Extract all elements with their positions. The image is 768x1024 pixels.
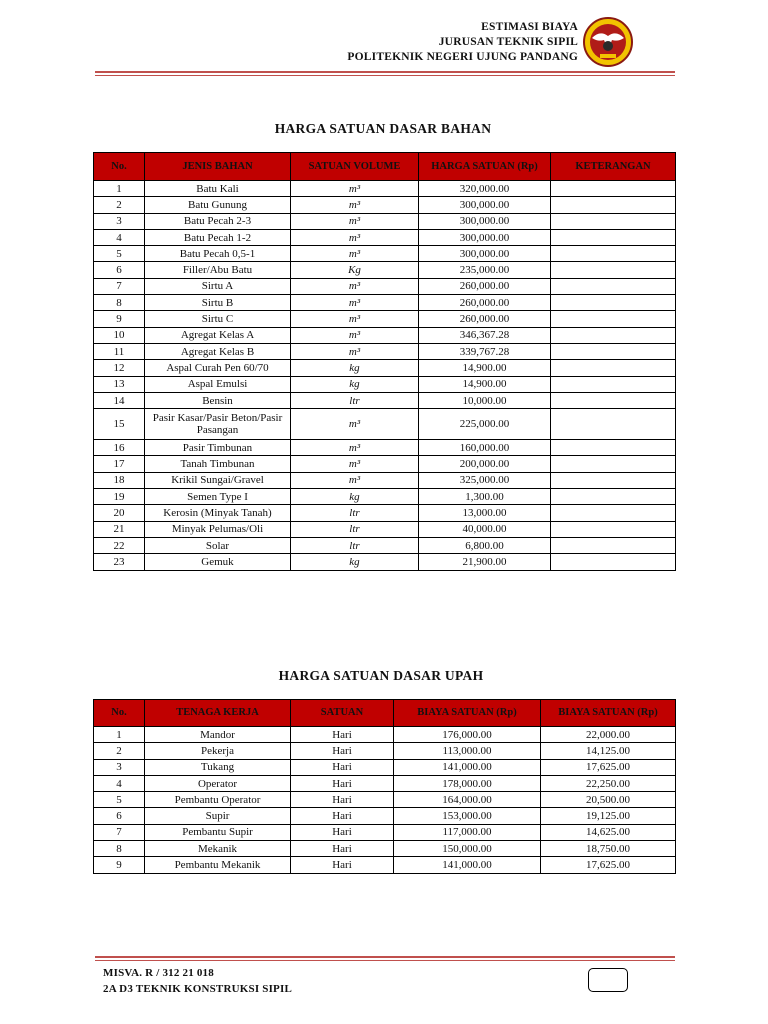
bahan-row xyxy=(94,521,676,537)
bahan-row xyxy=(94,456,676,472)
bahan-cell: Batu Pecah 0,5-1 xyxy=(145,246,291,262)
bahan-cell: 160,000.00 xyxy=(419,440,551,456)
upah-cell: 5 xyxy=(94,792,145,808)
bahan-cell: kg xyxy=(291,376,419,392)
bahan-cell: Batu Gunung xyxy=(145,197,291,213)
bahan-cell: Krikil Sungai/Gravel xyxy=(145,472,291,488)
upah-cell: 18,750.00 xyxy=(541,841,676,857)
bahan-price-table xyxy=(93,152,676,571)
bahan-cell xyxy=(551,472,676,488)
header-line-2: JURUSAN TEKNIK SIPIL xyxy=(438,36,578,48)
bahan-cell: 339,767.28 xyxy=(419,343,551,359)
bahan-cell: 13,000.00 xyxy=(419,505,551,521)
bahan-cell: 3 xyxy=(94,213,145,229)
upah-cell: 19,125.00 xyxy=(541,808,676,824)
bahan-cell: ltr xyxy=(291,537,419,553)
bahan-cell: 260,000.00 xyxy=(419,311,551,327)
document-header xyxy=(347,20,578,65)
bahan-cell: m³ xyxy=(291,409,419,440)
header-rule-thin xyxy=(95,75,675,76)
upah-cell: 9 xyxy=(94,857,145,873)
bahan-cell: 23 xyxy=(94,554,145,570)
upah-cell: 164,000.00 xyxy=(394,792,541,808)
upah-row xyxy=(94,727,676,743)
bahan-cell: 8 xyxy=(94,295,145,311)
upah-row xyxy=(94,841,676,857)
bahan-cell: Solar xyxy=(145,537,291,553)
bahan-col-keterangan: KETERANGAN xyxy=(551,153,676,181)
bahan-cell: m³ xyxy=(291,440,419,456)
bahan-cell: kg xyxy=(291,489,419,505)
bahan-cell xyxy=(551,181,676,197)
bahan-cell: kg xyxy=(291,360,419,376)
bahan-cell: 2 xyxy=(94,197,145,213)
upah-cell: Pembantu Mekanik xyxy=(145,857,291,873)
bahan-cell: Pasir Timbunan xyxy=(145,440,291,456)
bahan-row xyxy=(94,197,676,213)
bahan-cell xyxy=(551,440,676,456)
bahan-cell: ltr xyxy=(291,505,419,521)
bahan-cell: Sirtu A xyxy=(145,278,291,294)
upah-cell: 22,250.00 xyxy=(541,775,676,791)
upah-cell: 1 xyxy=(94,727,145,743)
upah-cell: Supir xyxy=(145,808,291,824)
bahan-cell: 1,300.00 xyxy=(419,489,551,505)
bahan-cell: m³ xyxy=(291,456,419,472)
upah-cell: Operator xyxy=(145,775,291,791)
bahan-cell: Kerosin (Minyak Tanah) xyxy=(145,505,291,521)
document-footer xyxy=(103,965,292,997)
bahan-cell: 200,000.00 xyxy=(419,456,551,472)
bahan-cell xyxy=(551,262,676,278)
upah-price-table xyxy=(93,699,676,874)
footer-rule xyxy=(95,956,675,958)
bahan-cell: 7 xyxy=(94,278,145,294)
bahan-row xyxy=(94,392,676,408)
bahan-cell xyxy=(551,521,676,537)
bahan-cell: 235,000.00 xyxy=(419,262,551,278)
upah-cell: 14,125.00 xyxy=(541,743,676,759)
bahan-cell: 13 xyxy=(94,376,145,392)
bahan-col-harga: HARGA SATUAN (Rp) xyxy=(419,153,551,181)
bahan-cell: ltr xyxy=(291,392,419,408)
bahan-cell: 14,900.00 xyxy=(419,360,551,376)
bahan-cell xyxy=(551,229,676,245)
bahan-cell: 225,000.00 xyxy=(419,409,551,440)
bahan-cell: 20 xyxy=(94,505,145,521)
bahan-cell xyxy=(551,456,676,472)
upah-cell: 17,625.00 xyxy=(541,759,676,775)
bahan-cell: 6 xyxy=(94,262,145,278)
bahan-cell: m³ xyxy=(291,229,419,245)
bahan-cell: Pasir Kasar/Pasir Beton/Pasir Pasangan xyxy=(145,409,291,440)
bahan-cell: 22 xyxy=(94,537,145,553)
bahan-cell: ltr xyxy=(291,521,419,537)
upah-cell: Hari xyxy=(291,824,394,840)
upah-row xyxy=(94,792,676,808)
header-line-3: POLITEKNIK NEGERI UJUNG PANDANG xyxy=(347,51,578,63)
upah-cell: Hari xyxy=(291,841,394,857)
footer-class: 2A D3 TEKNIK KONSTRUKSI SIPIL xyxy=(103,983,292,995)
bahan-cell: m³ xyxy=(291,472,419,488)
bahan-col-satuan: SATUAN VOLUME xyxy=(291,153,419,181)
upah-cell: 141,000.00 xyxy=(394,759,541,775)
bahan-row xyxy=(94,409,676,440)
bahan-cell: Gemuk xyxy=(145,554,291,570)
upah-col-no: No. xyxy=(94,700,145,727)
upah-col-satuan: SATUAN xyxy=(291,700,394,727)
bahan-cell: 14 xyxy=(94,392,145,408)
bahan-cell: m³ xyxy=(291,246,419,262)
bahan-row xyxy=(94,537,676,553)
bahan-col-no: No. xyxy=(94,153,145,181)
bahan-cell: m³ xyxy=(291,295,419,311)
bahan-cell: 300,000.00 xyxy=(419,246,551,262)
bahan-cell xyxy=(551,278,676,294)
bahan-cell xyxy=(551,213,676,229)
bahan-cell: 40,000.00 xyxy=(419,521,551,537)
upah-cell: Pekerja xyxy=(145,743,291,759)
upah-row xyxy=(94,824,676,840)
bahan-cell xyxy=(551,376,676,392)
bahan-cell xyxy=(551,197,676,213)
bahan-cell: 6,800.00 xyxy=(419,537,551,553)
bahan-row xyxy=(94,181,676,197)
bahan-cell: 346,367.28 xyxy=(419,327,551,343)
bahan-cell: Kg xyxy=(291,262,419,278)
bahan-cell: Sirtu C xyxy=(145,311,291,327)
bahan-cell: Aspal Emulsi xyxy=(145,376,291,392)
bahan-header-row xyxy=(94,153,676,181)
upah-cell: Pembantu Operator xyxy=(145,792,291,808)
bahan-cell: 1 xyxy=(94,181,145,197)
upah-row xyxy=(94,759,676,775)
bahan-cell: Filler/Abu Batu xyxy=(145,262,291,278)
bahan-cell: 11 xyxy=(94,343,145,359)
bahan-cell: m³ xyxy=(291,197,419,213)
bahan-cell: Agregat Kelas A xyxy=(145,327,291,343)
upah-row xyxy=(94,775,676,791)
upah-cell: 20,500.00 xyxy=(541,792,676,808)
bahan-cell: Semen Type I xyxy=(145,489,291,505)
bahan-cell xyxy=(551,295,676,311)
upah-cell: 7 xyxy=(94,824,145,840)
bahan-cell: 260,000.00 xyxy=(419,278,551,294)
upah-cell: Hari xyxy=(291,727,394,743)
upah-cell: Hari xyxy=(291,792,394,808)
upah-cell: 14,625.00 xyxy=(541,824,676,840)
upah-cell: 178,000.00 xyxy=(394,775,541,791)
upah-table-title: HARGA SATUAN DASAR UPAH xyxy=(278,668,484,683)
upah-cell: Tukang xyxy=(145,759,291,775)
upah-cell: Hari xyxy=(291,759,394,775)
bahan-cell: Batu Kali xyxy=(145,181,291,197)
bahan-cell: m³ xyxy=(291,327,419,343)
upah-cell: 8 xyxy=(94,841,145,857)
bahan-cell: Tanah Timbunan xyxy=(145,456,291,472)
bahan-cell: Sirtu B xyxy=(145,295,291,311)
bahan-cell: 18 xyxy=(94,472,145,488)
upah-cell: 22,000.00 xyxy=(541,727,676,743)
bahan-cell: Minyak Pelumas/Oli xyxy=(145,521,291,537)
upah-cell: Hari xyxy=(291,808,394,824)
bahan-row xyxy=(94,472,676,488)
upah-cell: 2 xyxy=(94,743,145,759)
upah-cell: Mekanik xyxy=(145,841,291,857)
bahan-cell xyxy=(551,489,676,505)
bahan-cell: 9 xyxy=(94,311,145,327)
upah-cell: Hari xyxy=(291,857,394,873)
header-rule xyxy=(95,71,675,73)
bahan-cell xyxy=(551,409,676,440)
bahan-cell: m³ xyxy=(291,278,419,294)
bahan-cell: Agregat Kelas B xyxy=(145,343,291,359)
bahan-row xyxy=(94,376,676,392)
bahan-cell xyxy=(551,360,676,376)
bahan-cell: Bensin xyxy=(145,392,291,408)
upah-cell: 117,000.00 xyxy=(394,824,541,840)
page-number-box xyxy=(588,968,628,992)
bahan-cell: Batu Pecah 1-2 xyxy=(145,229,291,245)
bahan-cell: 260,000.00 xyxy=(419,295,551,311)
bahan-cell: 300,000.00 xyxy=(419,197,551,213)
bahan-row xyxy=(94,327,676,343)
bahan-cell xyxy=(551,311,676,327)
upah-cell: 113,000.00 xyxy=(394,743,541,759)
bahan-cell xyxy=(551,392,676,408)
upah-header-row xyxy=(94,700,676,727)
bahan-col-jenis: JENIS BAHAN xyxy=(145,153,291,181)
bahan-row xyxy=(94,213,676,229)
upah-cell: Pembantu Supir xyxy=(145,824,291,840)
upah-cell: 150,000.00 xyxy=(394,841,541,857)
upah-cell: Mandor xyxy=(145,727,291,743)
bahan-row xyxy=(94,440,676,456)
bahan-cell: kg xyxy=(291,554,419,570)
upah-col-biaya: BIAYA SATUAN (Rp) xyxy=(394,700,541,727)
bahan-cell: 12 xyxy=(94,360,145,376)
upah-cell: 141,000.00 xyxy=(394,857,541,873)
bahan-row xyxy=(94,295,676,311)
header-line-1: ESTIMASI BIAYA xyxy=(481,21,578,33)
bahan-cell: Batu Pecah 2-3 xyxy=(145,213,291,229)
bahan-cell: Aspal Curah Pen 60/70 xyxy=(145,360,291,376)
bahan-cell: 300,000.00 xyxy=(419,213,551,229)
institution-logo-icon xyxy=(582,16,634,68)
upah-row xyxy=(94,808,676,824)
upah-col-tenaga: TENAGA KERJA xyxy=(145,700,291,727)
upah-cell: 153,000.00 xyxy=(394,808,541,824)
upah-row xyxy=(94,743,676,759)
bahan-cell: 21 xyxy=(94,521,145,537)
upah-cell: 17,625.00 xyxy=(541,857,676,873)
bahan-cell: 17 xyxy=(94,456,145,472)
bahan-row xyxy=(94,554,676,570)
bahan-row xyxy=(94,262,676,278)
bahan-cell: 19 xyxy=(94,489,145,505)
upah-cell: Hari xyxy=(291,743,394,759)
bahan-row xyxy=(94,278,676,294)
bahan-cell xyxy=(551,537,676,553)
bahan-cell xyxy=(551,246,676,262)
bahan-cell: 15 xyxy=(94,409,145,440)
bahan-row xyxy=(94,343,676,359)
bahan-cell: 16 xyxy=(94,440,145,456)
bahan-cell: m³ xyxy=(291,343,419,359)
bahan-table-title: HARGA SATUAN DASAR BAHAN xyxy=(274,121,492,136)
bahan-row xyxy=(94,360,676,376)
bahan-cell: m³ xyxy=(291,213,419,229)
bahan-cell xyxy=(551,554,676,570)
bahan-cell: 5 xyxy=(94,246,145,262)
bahan-cell: 300,000.00 xyxy=(419,229,551,245)
bahan-cell: 14,900.00 xyxy=(419,376,551,392)
bahan-cell xyxy=(551,343,676,359)
bahan-cell: 4 xyxy=(94,229,145,245)
bahan-cell: 325,000.00 xyxy=(419,472,551,488)
bahan-cell xyxy=(551,327,676,343)
upah-cell: 6 xyxy=(94,808,145,824)
upah-row xyxy=(94,857,676,873)
upah-col-biaya-2: BIAYA SATUAN (Rp) xyxy=(541,700,676,727)
footer-author: MISVA. R / 312 21 018 xyxy=(103,967,214,979)
bahan-cell: 10,000.00 xyxy=(419,392,551,408)
bahan-cell xyxy=(551,505,676,521)
upah-cell: 4 xyxy=(94,775,145,791)
footer-rule-thin xyxy=(95,960,675,961)
bahan-cell: 10 xyxy=(94,327,145,343)
upah-cell: Hari xyxy=(291,775,394,791)
bahan-cell: m³ xyxy=(291,311,419,327)
bahan-cell: 21,900.00 xyxy=(419,554,551,570)
bahan-cell: m³ xyxy=(291,181,419,197)
upah-cell: 176,000.00 xyxy=(394,727,541,743)
bahan-row xyxy=(94,246,676,262)
bahan-row xyxy=(94,505,676,521)
bahan-row xyxy=(94,229,676,245)
bahan-row xyxy=(94,311,676,327)
bahan-cell: 320,000.00 xyxy=(419,181,551,197)
upah-cell: 3 xyxy=(94,759,145,775)
bahan-row xyxy=(94,489,676,505)
